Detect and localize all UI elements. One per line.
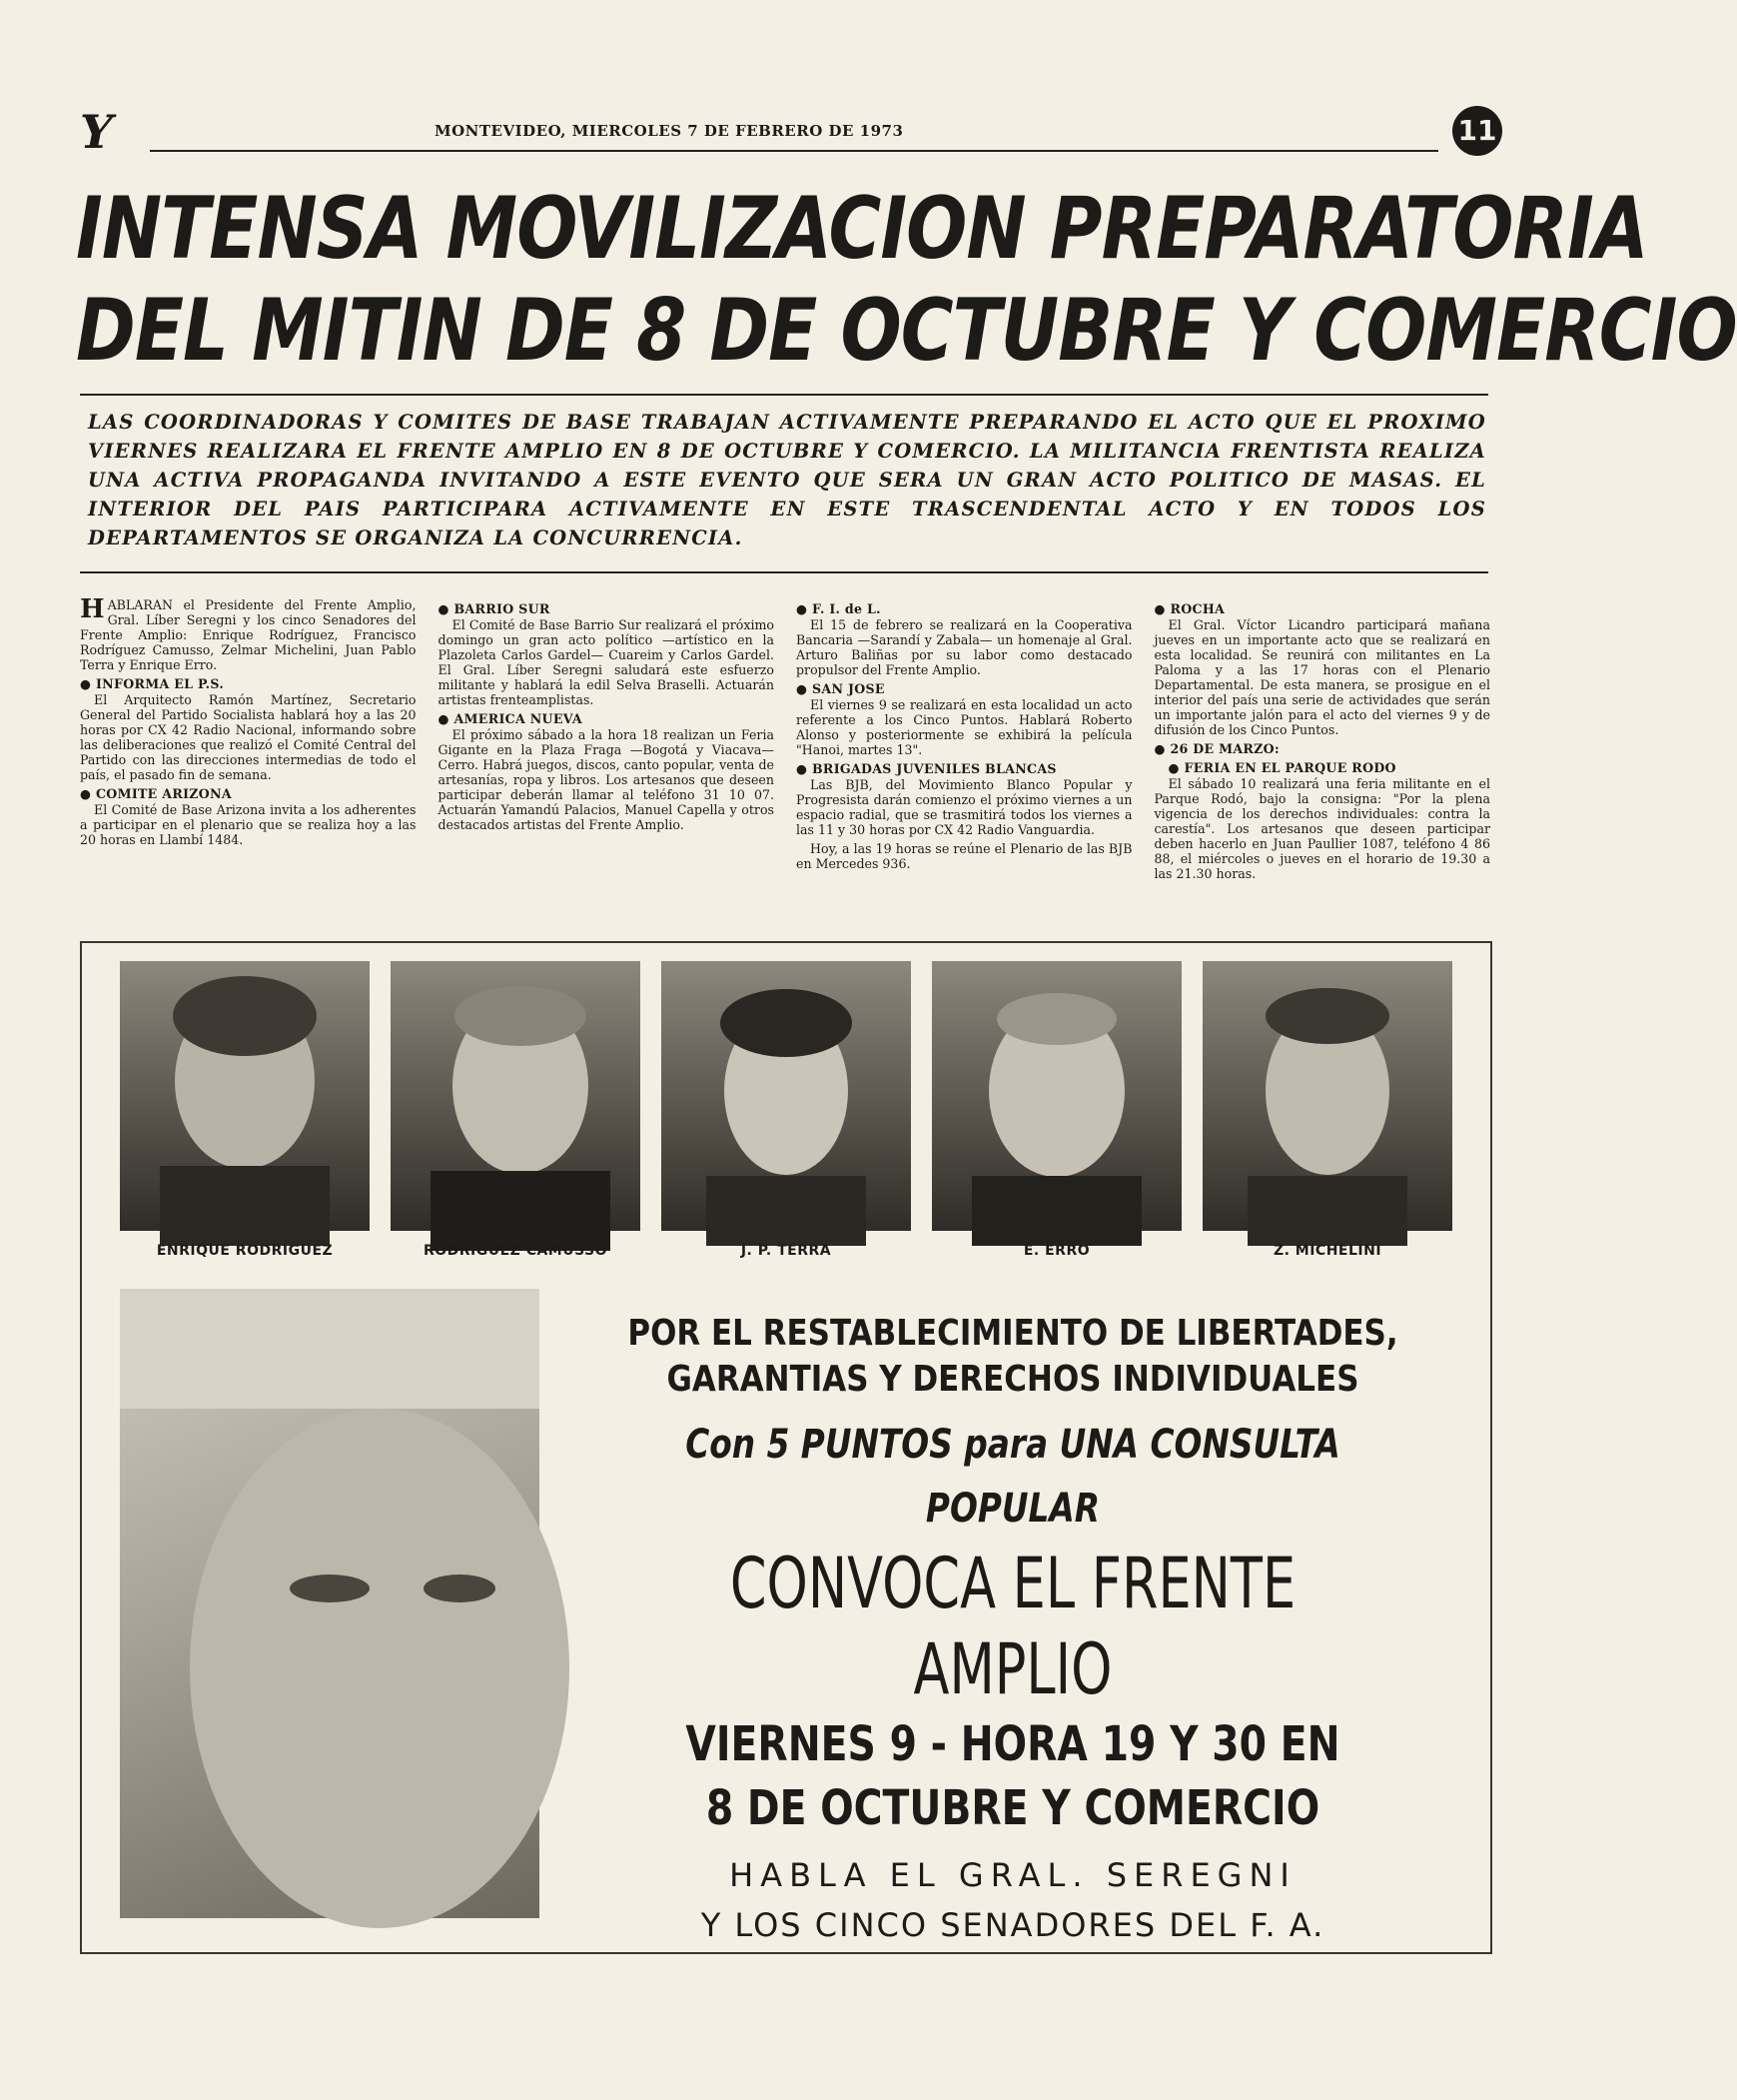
announcement-line: VIERNES 9 - HORA 19 Y 30 EN <box>685 1716 1340 1772</box>
subhead-barrio-sur: ● BARRIO SUR <box>438 601 775 616</box>
subhead-feria: ● FERIA EN EL PARQUE RODO <box>1155 760 1491 775</box>
column-3 <box>796 597 1133 917</box>
portrait-photo <box>932 961 1182 1231</box>
paragraph: Hoy, a las 19 horas se reúne el Plenario de las BJB en Mercedes 936. <box>796 841 1133 871</box>
headline-line-1: INTENSA MOVILIZACION PREPARATORIA <box>76 179 1648 279</box>
announcement-line: CONVOCA EL FRENTE AMPLIO <box>729 1543 1297 1710</box>
seregni-portrait-photo <box>120 1289 539 1918</box>
paragraph: El Arquitecto Ramón Martínez, Secretario General del Partido Socialista hablará hoy a las 20 horas por CX 42 Radio Nacional, informando sobre las deliberaciones que realizó el Comité Central del Partido con las direcciones intermedias de todo el país, el pasado fin de semana. <box>80 692 417 782</box>
subhead-fidel: ● F. I. de L. <box>796 601 1133 616</box>
portrait-photo <box>120 961 370 1231</box>
announcement-line: HABLA EL GRAL. SEREGNI <box>729 1856 1297 1894</box>
paragraph: El Comité de Base Barrio Sur realizará el próximo domingo un gran acto político —artístico en la Plazoleta Carlos Gardel— Cuareim y Carlos Gardel. El Gral. Líber Seregni saludará este esfuerzo militante y hablará la edil Selva Braselli. Actuarán artistas frenteamplistas. <box>437 617 774 707</box>
column-1 <box>80 594 417 917</box>
subhead-america-nueva: ● AMERICA NUEVA <box>438 711 775 726</box>
subhead-informa-ps: ● INFORMA EL P.S. <box>80 676 417 691</box>
advertisement-box <box>80 941 1492 1954</box>
headline-rule <box>80 394 1488 396</box>
portrait-caption: J. P. TERRA <box>740 1243 832 1259</box>
announcement-line: Y LOS CINCO SENADORES DEL F. A. <box>700 1906 1325 1944</box>
masthead <box>80 105 1508 159</box>
subhead-brigadas: ● BRIGADAS JUVENILES BLANCAS <box>796 761 1133 776</box>
masthead-rule <box>150 150 1438 152</box>
headline-line-2: DEL MITIN DE 8 DE OCTUBRE Y COMERCIO <box>76 281 1737 381</box>
lead-paragraph <box>80 594 417 672</box>
portrait-photo <box>391 961 640 1231</box>
portrait-caption: RODRIGUEZ CAMUSSO <box>423 1243 608 1259</box>
paragraph: El viernes 9 se realizará en esta localidad un acto referente a los Cinco Puntos. Hablará Roberto Alonso y posteriormente se exhibirá la película "Hanoi, martes 13". <box>796 697 1133 757</box>
paragraph: El 15 de febrero se realizará en la Cooperativa Bancaria —Sarandí y Zabala— un homenaje al Gral. Arturo Baliñas por su labor como destacado propulsor del Frente Amplio. <box>796 617 1133 677</box>
subhead-comite-arizona: ● COMITE ARIZONA <box>80 786 417 801</box>
paragraph: Las BJB, del Movimiento Blanco Popular y Progresista darán comienzo el próximo viernes a un espacio radial, que se trasmitirá todos los viernes a las 11 y 30 horas por CX 42 Radio Vanguardia. <box>796 777 1133 837</box>
paragraph: El Comité de Base Arizona invita a los adherentes a participar en el plenario que se realiza hoy a las 20 horas en Llambí 1484. <box>80 802 417 847</box>
paragraph: El próximo sábado a la hora 18 realizan un Feria Gigante en la Plaza Fraga —Bogotá y Viacava— Cerro. Habrá juegos, discos, canto popular, venta de artesanías, ropa y libros. Los artesanos que deseen participar deberán llamar al teléfono 31 10 07. Actuarán Yamandú Palacios, Manuel Capella y otros destacados artistas del Frente Amplio. <box>437 727 774 832</box>
paragraph: El Gral. Víctor Licandro participará mañana jueves en un importante acto que se realizará en esta localidad. Se reunirá con militantes en La Paloma y a las 17 horas con el Plenario Departamental. De esta manera, se prosigue en el interior del país una serie de actividades que serán un importante jalón para el acto del viernes 9 y de difusión de los Cinco Puntos. <box>1154 617 1490 737</box>
article-columns <box>80 594 1490 917</box>
deck-summary: LAS COORDINADORAS Y COMITES DE BASE TRABAJAN ACTIVAMENTE PREPARANDO EL ACTO QUE EL PROXIMO VIERNES REALIZARA EL FRENTE AMPLIO EN 8 DE OCTUBRE Y COMERCIO. LA MILITANCIA FRENTISTA REALIZA UNA ACTIVA PROPAGANDA INVITANDO A ESTE EVENTO QUE SERA UN GRAN ACTO POLITICO DE MASAS. EL INTERIOR DEL PAIS PARTICIPARA ACTIVAMENTE EN ESTE TRASCENDENTAL ACTO Y EN TODOS LOS DEPARTAMENTOS SE ORGANIZA LA CONCURRENCIA. <box>88 411 1486 549</box>
dateline: MONTEVIDEO, MIERCOLES 7 DE FEBRERO DE 1973 <box>434 122 904 140</box>
lead-text: ABLARAN el Presidente del Frente Amplio, Gral. Líber Seregni y los cinco Senadores del Frente Amplio: Enrique Rodríguez, Francisco Rodríguez Camusso, Zelmar Michelini, Juan Pablo Terra y Enrique Erro. <box>80 597 417 672</box>
newspaper-logo: Y <box>80 105 113 159</box>
announcement-line: 8 DE OCTUBRE Y COMERCIO <box>705 1780 1320 1836</box>
column-4 <box>1155 597 1491 917</box>
portrait-caption: ENRIQUE RODRIGUEZ <box>156 1243 334 1259</box>
page-number-badge: 11 <box>1452 106 1502 156</box>
announcement-line: GARANTIAS Y DERECHOS INDIVIDUALES <box>666 1359 1359 1400</box>
portrait-caption: Z. MICHELINI <box>1273 1243 1382 1259</box>
subhead-rocha: ● ROCHA <box>1155 601 1491 616</box>
portrait-caption: E. ERRO <box>1023 1243 1091 1259</box>
portrait-row <box>120 961 1452 1261</box>
column-2 <box>438 597 775 917</box>
announcement-line: Con 5 PUNTOS para UNA CONSULTA POPULAR <box>685 1422 1340 1532</box>
portrait-photo <box>1203 961 1452 1231</box>
announcement-line: POR EL RESTABLECIMIENTO DE LIBERTADES, <box>627 1313 1398 1354</box>
subhead-san-jose: ● SAN JOSE <box>796 681 1133 696</box>
portrait-photo <box>661 961 911 1231</box>
subhead-26-de-marzo: ● 26 DE MARZO: <box>1155 741 1491 756</box>
drop-cap: H <box>80 594 105 624</box>
paragraph: El sábado 10 realizará una feria militante en el Parque Rodó, bajo la consigna: "Por la plena vigencia de los derechos individuales: contra la carestía". Los artesanos que deseen participar deben hacerlo en Juan Paullier 1087, teléfono 4 86 88, el miércoles o jueves en el horario de 19.30 a las 21.30 horas. <box>1154 776 1490 881</box>
columns-rule <box>80 571 1488 573</box>
rally-announcement <box>551 1311 1474 1950</box>
main-headline <box>76 178 1737 382</box>
